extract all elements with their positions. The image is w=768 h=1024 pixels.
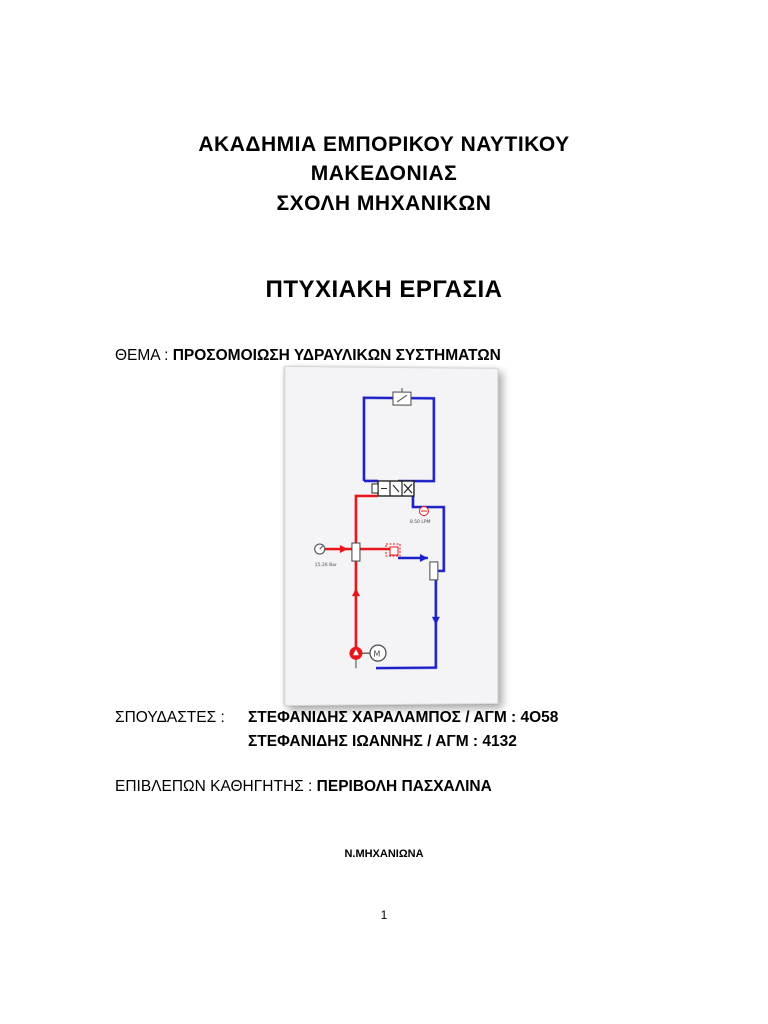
hydraulic-circuit-figure bbox=[284, 366, 498, 706]
flow-arrow-right bbox=[420, 554, 428, 562]
flow-arrow-down bbox=[432, 617, 440, 625]
flow-reading: 8.50 LPM bbox=[409, 520, 431, 526]
pressure-line-group bbox=[321, 496, 394, 651]
header-line-academy: ΑΚΑΔΗΜΙΑ ΕΜΠΟΡΙΚΟΥ ΝΑΥΤΙΚΟΥ bbox=[198, 133, 570, 156]
pressure-gauge bbox=[315, 544, 325, 554]
location: Ν.ΜΗΧΑΝΙΩΝΑ bbox=[344, 848, 424, 860]
supervisor-row bbox=[115, 778, 492, 796]
topic-value: ΠΡΟΣΟΜΟΙΩΣΗ ΥΔΡΑΥΛΙΚΩΝ ΣΥΣΤΗΜΑΤΩΝ bbox=[172, 347, 501, 364]
return-line-upper bbox=[413, 496, 444, 571]
pressure-reading: 15.26 Bar bbox=[314, 563, 337, 569]
hydraulic-circuit-diagram bbox=[285, 367, 497, 705]
directional-valve bbox=[372, 481, 414, 496]
student-1: ΣΤΕΦΑΝΙΔΗΣ ΧΑΡΑΛΑΜΠΟΣ / ΑΓΜ : 4Ο58 bbox=[248, 709, 559, 726]
flow-meter bbox=[419, 507, 428, 516]
header-line-school: ΣΧΟΛΗ ΜΗΧΑΝΙΚΩΝ bbox=[276, 192, 492, 215]
flow-arrow-up bbox=[352, 588, 360, 596]
left-filter-block bbox=[352, 543, 360, 561]
student-2: ΣΤΕΦΑΝΙΔΗΣ ΙΩΑΝΝΗΣ / ΑΓΜ : 4132 bbox=[248, 733, 517, 750]
header-line-macedonia: ΜΑΚΕΔΟΝΙΑΣ bbox=[310, 162, 458, 185]
relief-valve bbox=[393, 388, 411, 405]
flow-arrow-left bbox=[340, 545, 348, 553]
return-line-group bbox=[364, 398, 444, 668]
supervisor-name: ΠΕΡΙΒΟΛΗ ΠΑΣΧΑΛΙΝΑ bbox=[316, 778, 492, 795]
right-filter-block bbox=[430, 562, 438, 580]
topic-row bbox=[115, 347, 501, 365]
page-number: 1 bbox=[380, 908, 388, 922]
supervisor-label: ΕΠΙΒΛΕΠΩΝ ΚΑΘΗΓΗΤΗΣ : bbox=[115, 778, 317, 795]
pressure-line-main bbox=[356, 496, 378, 650]
svg-text:M: M bbox=[373, 649, 381, 659]
topic-label: ΘΕΜΑ : bbox=[115, 347, 173, 364]
thesis-title: ΠΤΥΧΙΑΚΗ ΕΡΓΑΣΙΑ bbox=[265, 276, 503, 303]
pump-motor bbox=[350, 645, 386, 668]
students-label: ΣΠΟΥΔΑΣΤΕΣ : bbox=[115, 709, 225, 726]
top-loop-line bbox=[364, 398, 434, 481]
